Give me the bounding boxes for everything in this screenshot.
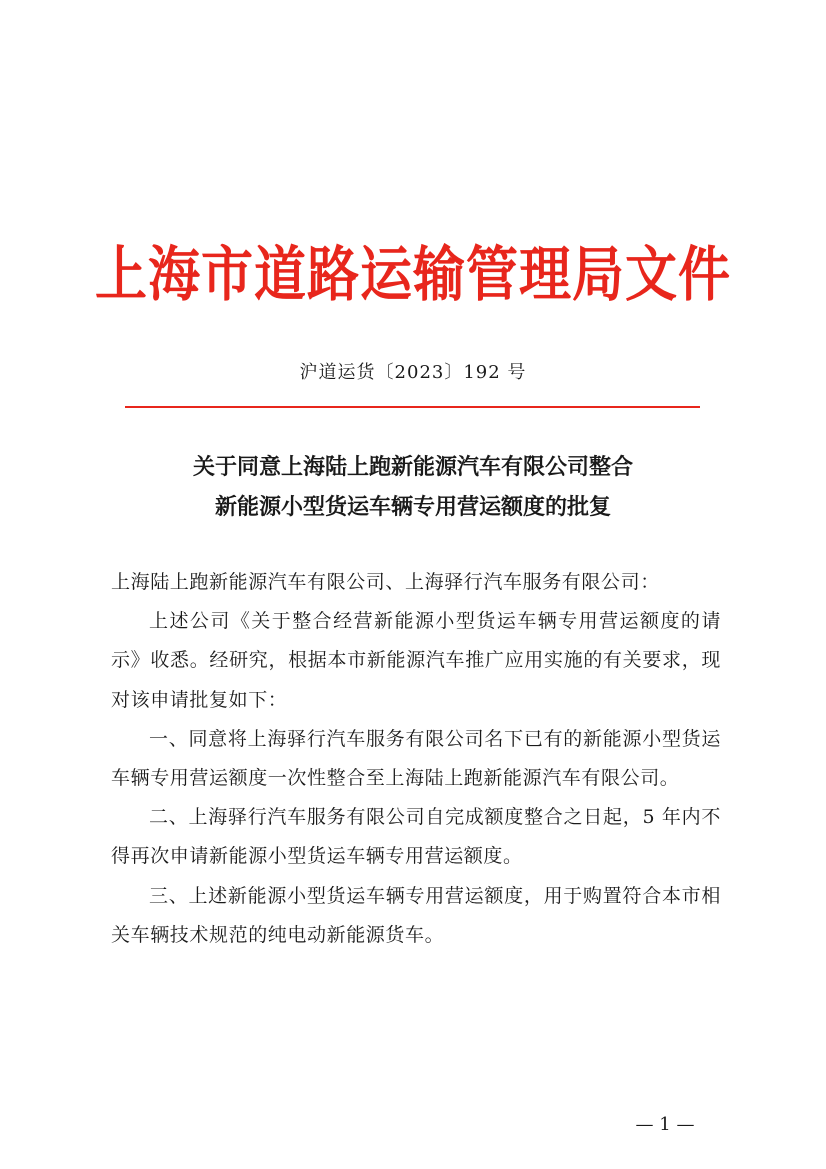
intro-paragraph: 上述公司《关于整合经营新能源小型货运车辆专用营运额度的请示》收悉。经研究，根据本市新能源汽车推广应用实施的有关要求，现对该申请批复如下： xyxy=(111,610,721,711)
item-3-paragraph: 三、上述新能源小型货运车辆专用营运额度，用于购置符合本市相关车辆技术规范的纯电动新能源货车。 xyxy=(111,884,721,946)
document-number: 沪道运货〔2023〕192 号 xyxy=(299,362,527,383)
page-number: — 1 — xyxy=(635,1114,695,1135)
document-title xyxy=(0,448,826,528)
title-line-1: 关于同意上海陆上跑新能源汽车有限公司整合 xyxy=(192,455,633,480)
document-body xyxy=(111,563,721,955)
red-divider-line xyxy=(125,406,700,408)
item-2-paragraph: 二、上海驿行汽车服务有限公司自完成额度整合之日起，5 年内不得再次申请新能源小型货运车辆专用营运额度。 xyxy=(111,806,721,868)
item-1-paragraph: 一、同意将上海驿行汽车服务有限公司名下已有的新能源小型货运车辆专用营运额度一次性整合至上海陆上跑新能源汽车有限公司。 xyxy=(111,727,721,790)
addressee: 上海陆上跑新能源汽车有限公司、上海驿行汽车服务有限公司： xyxy=(111,571,660,593)
document-masthead: 上海市道路运输管理局文件 xyxy=(94,239,731,310)
title-line-2: 新能源小型货运车辆专用营运额度的批复 xyxy=(214,495,611,520)
